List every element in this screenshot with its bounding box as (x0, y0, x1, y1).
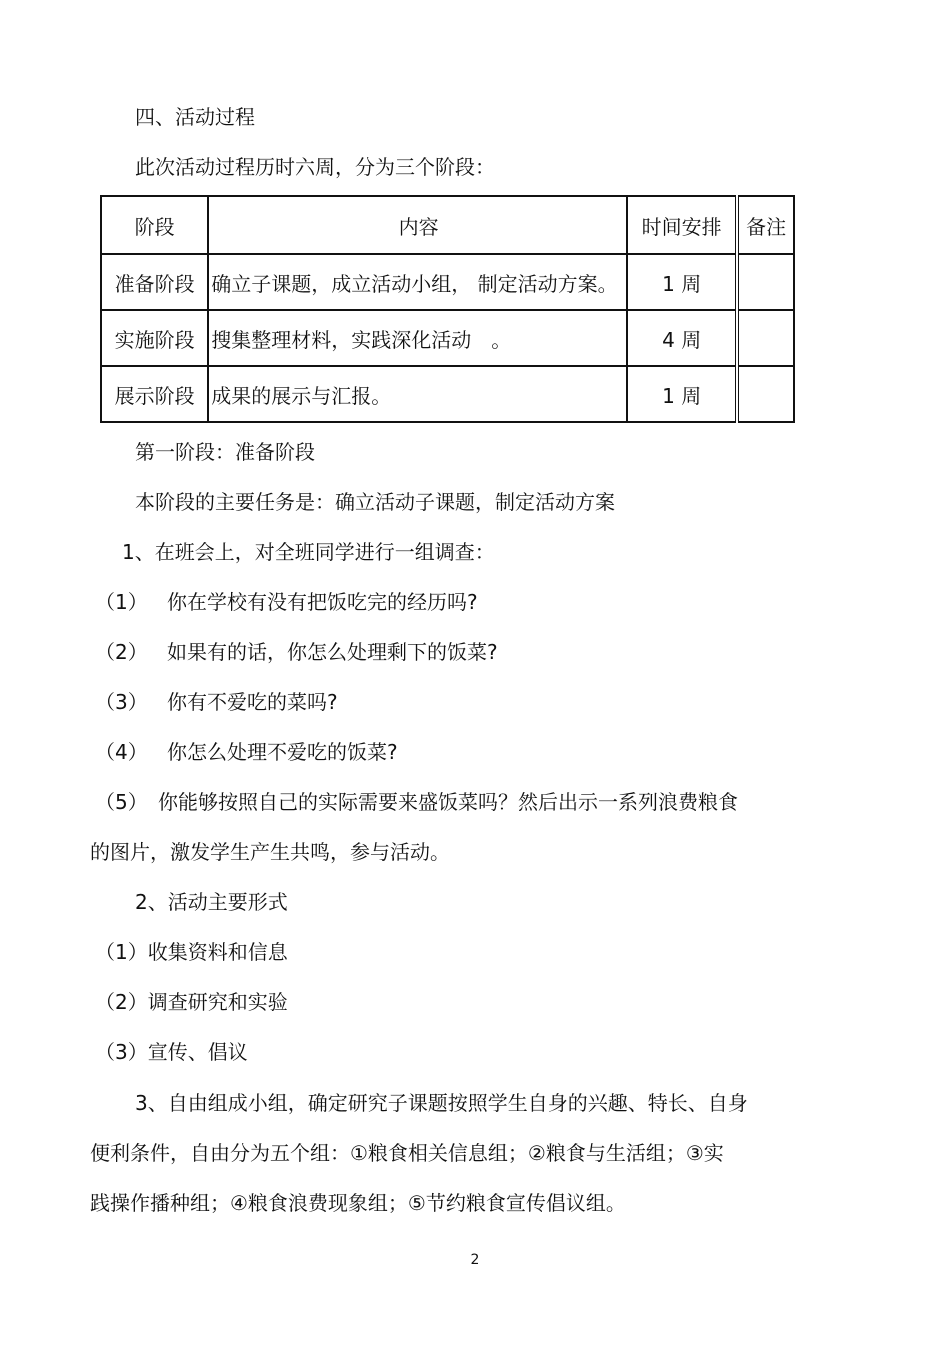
table-header-row (101, 196, 794, 254)
cell-time: 4 周 (627, 310, 737, 366)
forms-title: 2、活动主要形式 (135, 890, 288, 914)
table-row (101, 366, 794, 422)
question-item (95, 788, 738, 816)
cell-time: 1 周 (627, 254, 737, 310)
question-item (95, 688, 338, 716)
header-content: 内容 (208, 196, 627, 254)
form-item: （2）调查研究和实验 (95, 990, 288, 1014)
cell-note (737, 310, 794, 366)
cell-content: 成果的展示与汇报。 (208, 366, 627, 422)
groups-paragraph-line: 践操作播种组；④粮食浪费现象组；⑤节约粮食宣传倡议组。 (90, 1191, 626, 1215)
header-note: 备注 (737, 196, 794, 254)
question-item (95, 638, 498, 666)
header-stage: 阶段 (101, 196, 208, 254)
cell-note (737, 366, 794, 422)
cell-stage: 准备阶段 (101, 254, 208, 310)
question-text: 你有不爱吃的菜吗? (167, 690, 338, 714)
question-number: （1） (95, 590, 148, 614)
intro-text: 此次活动过程历时六周，分为三个阶段： (135, 155, 495, 179)
groups-paragraph-line: 3、自由组成小组，确定研究子课题按照学生自身的兴趣、特长、自身 (135, 1091, 748, 1115)
question-number: （2） (95, 640, 148, 664)
cell-stage: 展示阶段 (101, 366, 208, 422)
question-text: 你在学校有没有把饭吃完的经历吗? (167, 590, 478, 614)
cell-content: 确立子课题，成立活动小组， 制定活动方案。 (208, 254, 627, 310)
cell-time: 1 周 (627, 366, 737, 422)
header-time: 时间安排 (627, 196, 737, 254)
question-item (95, 588, 478, 616)
question-number: （4） (95, 740, 148, 764)
question-continuation: 的图片，激发学生产生共鸣，参与活动。 (90, 840, 450, 864)
cell-stage: 实施阶段 (101, 310, 208, 366)
form-item: （3）宣传、倡议 (95, 1040, 248, 1064)
cell-note (737, 254, 794, 310)
question-text: 你能够按照自己的实际需要来盛饭菜吗？然后出示一系列浪费粮食 (158, 790, 738, 814)
table-row (101, 310, 794, 366)
cell-content: 搜集整理材料，实践深化活动 。 (208, 310, 627, 366)
question-text: 如果有的话，你怎么处理剩下的饭菜? (167, 640, 498, 664)
question-item (95, 738, 398, 766)
question-text: 你怎么处理不爱吃的饭菜? (167, 740, 398, 764)
survey-intro: 1、在班会上，对全班同学进行一组调查： (122, 540, 495, 564)
page-number: 2 (470, 1252, 480, 1268)
groups-paragraph-line: 便利条件，自由分为五个组：①粮食相关信息组；②粮食与生活组；③实 (90, 1141, 724, 1165)
section-heading: 四、活动过程 (135, 105, 255, 129)
stage1-title: 第一阶段：准备阶段 (135, 440, 315, 464)
stage-plan-table (100, 195, 795, 423)
form-item: （1）收集资料和信息 (95, 940, 288, 964)
question-number: （5） (95, 790, 148, 814)
question-number: （3） (95, 690, 148, 714)
table-row (101, 254, 794, 310)
stage1-task: 本阶段的主要任务是：确立活动子课题，制定活动方案 (135, 490, 615, 514)
